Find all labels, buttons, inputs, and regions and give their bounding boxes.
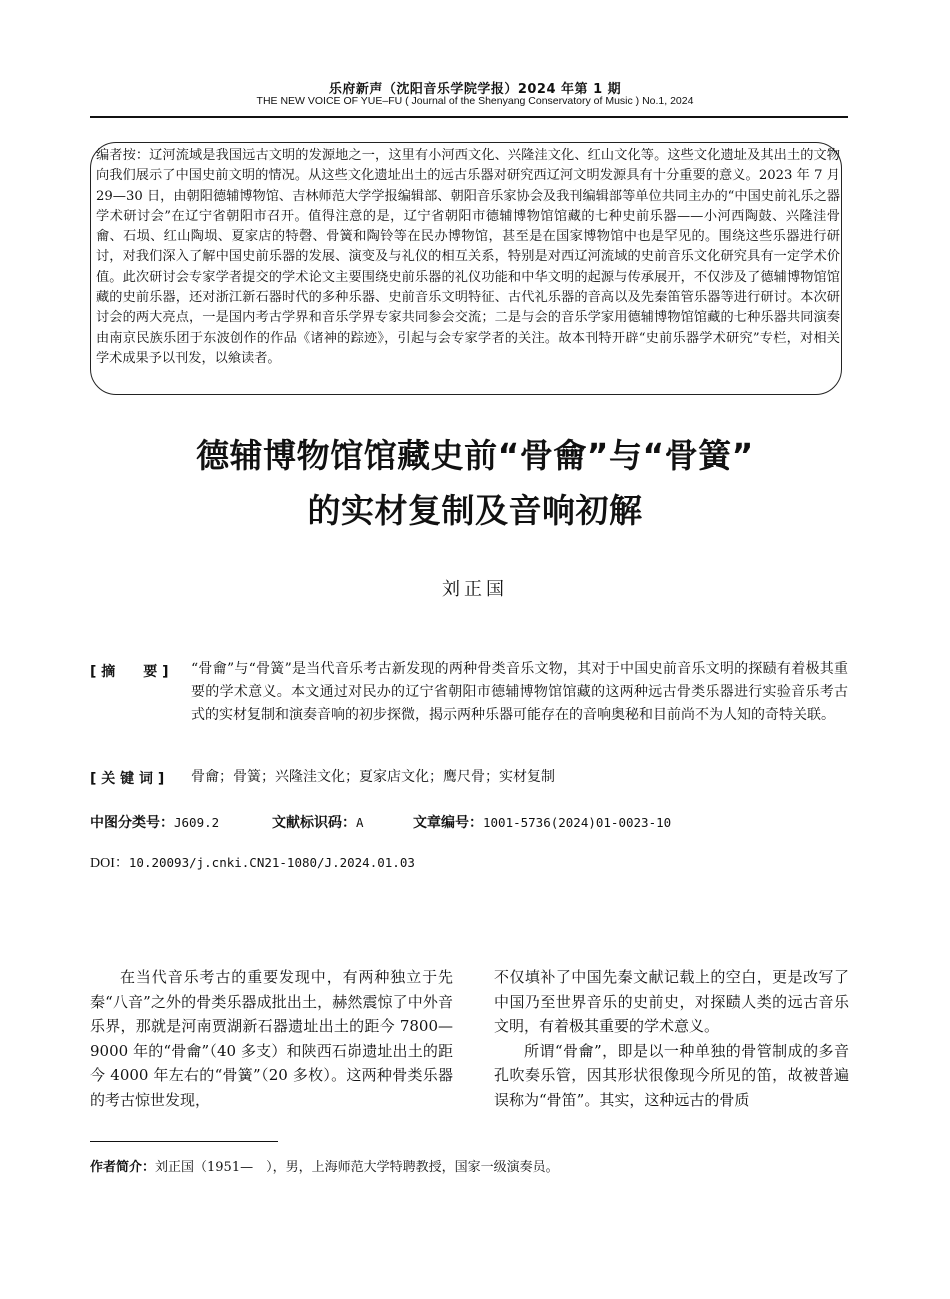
keywords-text: 骨龠；骨簧；兴隆洼文化；夏家店文化；鹰尺骨；实材复制	[191, 769, 555, 785]
clc-number	[90, 812, 219, 832]
header-rule	[90, 116, 848, 118]
author-bio-label: 作者简介：	[90, 1160, 156, 1175]
abstract-text: “骨龠”与“骨簧”是当代音乐考古新发现的两种骨类音乐文物，其对于中国史前音乐文明的探赜有着极其重要的学术意义。本文通过对民办的辽宁省朝阳市德辅博物馆馆藏的这两种远古骨类乐器进行实验音乐考古式的实材复制和演奏音响的初步探微，揭示两种乐器可能存在的音响奥秘和目前尚不为人知的奇特关联。	[191, 661, 848, 723]
body-paragraph: 在当代音乐考古的重要发现中，有两种独立于先秦“八音”之外的骨类乐器成批出土，赫然震惊了中外音乐界，那就是河南贾湖新石器遗址出土的距今 7800—9000 年的“骨龠”（40 多支）和陕西石峁遗址出土的距今 4000 年左右的“骨簧”（20 多枚）。这两种骨类乐器的考古惊世发现，	[90, 968, 453, 1109]
doi-label: DOI：	[90, 856, 129, 871]
journal-title-en: THE NEW VOICE OF YUE–FU ( Journal of the Shenyang Conservatory of Music ) No.1, 2024	[256, 95, 694, 107]
doc-code-value: A	[356, 815, 364, 830]
article-number-label: 文章编号：	[413, 815, 483, 831]
body-paragraph: 所谓“骨龠”，即是以一种单独的骨管制成的多音孔吹奏乐管，因其形状很像现今所见的笛，故被普遍误称为“骨笛”。其实，这种远古的骨质	[494, 1041, 849, 1109]
doi-value: 10.20093/j.cnki.CN21-1080/J.2024.01.03	[128, 855, 415, 870]
author-bio-text: 刘正国（1951— ），男，上海师范大学特聘教授，国家一级演奏员。	[155, 1160, 559, 1175]
abstract-label: [ 摘 要 ]	[90, 664, 169, 680]
author-bio-footnote	[90, 1156, 559, 1175]
keywords-label: [ 关 键 词 ]	[90, 771, 165, 787]
clc-value: J609.2	[174, 815, 220, 830]
article-number-value: 1001-5736(2024)01-0023-10	[483, 815, 672, 830]
article-number	[413, 812, 671, 832]
author-name: 刘正国	[442, 579, 508, 600]
doc-code-label: 文献标识码：	[272, 815, 356, 831]
editor-note-text: 编者按：辽河流域是我国远古文明的发源地之一，这里有小河西文化、兴隆洼文化、红山文化等。这些文化遗址及其出土的文物向我们展示了中国史前文明的情况。从这些文化遗址出土的远古乐器对研究西辽河文明发源具有十分重要的意义。2023 年 7 月 29—30 日，由朝阳德辅博物馆、吉林师范大学学报编辑部、朝阳音乐家协会及我刊编辑部等单位共同主办的“中国史前礼乐之器学术研讨会”在辽宁省朝阳市召开。值得注意的是，辽宁省朝阳市德辅博物馆馆藏的七种史前乐器——小河西陶鼓、兴隆洼骨龠、石埙、红山陶埙、夏家店的特磬、骨簧和陶铃等在民办博物馆，甚至是在国家博物馆中也是罕见的。围绕这些乐器进行研讨，对我们深入了解中国史前乐器的发展、演变及与礼仪的相互关系，特别是对西辽河流域的史前音乐文化研究具有一定学术价值。此次研讨会专家学者提交的学术论文主要围绕史前乐器的礼仪功能和中华文明的起源与传承展开，不仅涉及了德辅博物馆馆藏的史前乐器，还对浙江新石器时代的多种乐器、史前音乐文明特征、古代礼乐器的音高以及先秦笛管乐器等进行研讨。本次研讨会的两大亮点，一是国内考古学界和音乐学界专家共同参会交流；二是与会的音乐学家用德辅博物馆馆藏的七种乐器共同演奏由南京民族乐团于东波创作的作品《诸神的踪迹》，引起与会专家学者的关注。故本刊特开辟“史前乐器学术研究”专栏，对相关学术成果予以刊发，以飨读者。	[96, 148, 840, 366]
footnote-rule	[90, 1141, 278, 1142]
article-title-line-2: 的实材复制及音响初解	[307, 491, 643, 530]
journal-title-cn: 乐府新声（沈阳音乐学院学报）2024 年第 1 期	[328, 82, 622, 97]
clc-label: 中图分类号：	[90, 815, 174, 831]
body-column-right	[494, 965, 849, 1113]
document-code	[272, 812, 364, 832]
doi	[90, 852, 415, 872]
body-paragraph-continued: 不仅填补了中国先秦文献记载上的空白，更是改写了中国乃至世界音乐的史前史，对探赜人类的远古音乐文明，有着极其重要的学术意义。	[494, 968, 849, 1036]
article-title-line-1: 德辅博物馆馆藏史前“骨龠”与“骨簧”	[196, 436, 754, 475]
body-column-left	[90, 965, 453, 1113]
